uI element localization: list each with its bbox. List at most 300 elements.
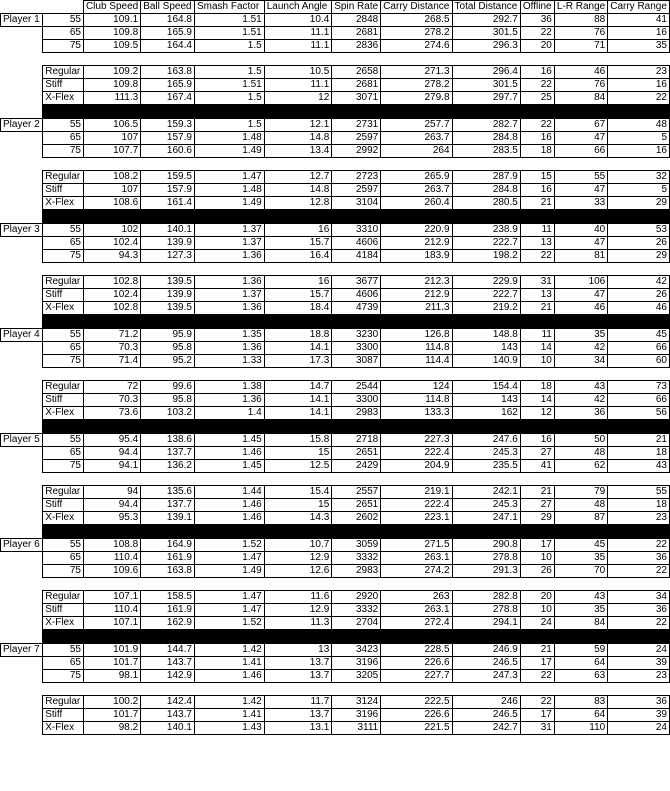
data-cell[interactable]: 10 [520,355,554,368]
data-cell[interactable]: 198.2 [452,250,520,263]
data-cell[interactable]: 126.8 [381,329,452,342]
data-cell[interactable]: 265.9 [381,171,452,184]
column-header[interactable]: Ball Speed [141,1,195,14]
data-cell[interactable]: 263.7 [381,132,452,145]
data-cell[interactable]: 1.42 [194,644,264,657]
data-cell[interactable]: 4606 [332,289,381,302]
player-label[interactable]: Player 6 [1,539,43,552]
data-cell[interactable]: 263 [381,591,452,604]
data-cell[interactable]: 102 [83,224,140,237]
data-cell[interactable]: 10.5 [264,66,332,79]
data-cell[interactable]: 22 [608,565,670,578]
data-cell[interactable]: 143.7 [141,709,195,722]
data-cell[interactable]: 2836 [332,40,381,53]
column-header[interactable]: Smash Factor [194,1,264,14]
data-cell[interactable]: 42 [554,342,607,355]
data-cell[interactable]: 110.4 [83,604,140,617]
data-cell[interactable]: 157.9 [141,184,195,197]
data-cell[interactable]: 23 [608,512,670,525]
data-cell[interactable]: 212.9 [381,237,452,250]
data-cell[interactable]: 1.5 [194,66,264,79]
data-cell[interactable]: 1.51 [194,27,264,40]
data-cell[interactable]: 1.52 [194,617,264,630]
data-cell[interactable]: 35 [554,604,607,617]
column-header[interactable]: L-R Range [554,1,607,14]
data-cell[interactable]: 278.2 [381,27,452,40]
data-cell[interactable]: 99.6 [141,381,195,394]
data-cell[interactable]: 29 [608,250,670,263]
data-cell[interactable]: 278.2 [381,79,452,92]
weight-cell[interactable]: 75 [43,460,84,473]
data-cell[interactable]: 2651 [332,499,381,512]
data-cell[interactable]: 24 [608,644,670,657]
data-cell[interactable]: 106.5 [83,119,140,132]
data-cell[interactable]: 2848 [332,14,381,27]
data-cell[interactable]: 48 [608,119,670,132]
data-cell[interactable]: 108.8 [83,539,140,552]
data-cell[interactable]: 246.5 [452,657,520,670]
data-cell[interactable]: 3332 [332,604,381,617]
data-cell[interactable]: 95.8 [141,342,195,355]
data-cell[interactable]: 107.1 [83,617,140,630]
data-cell[interactable]: 45 [554,539,607,552]
flex-label[interactable]: Stiff [43,184,84,197]
data-cell[interactable]: 14.1 [264,342,332,355]
data-cell[interactable]: 13.7 [264,657,332,670]
data-cell[interactable]: 46 [608,302,670,315]
data-cell[interactable]: 14.1 [264,394,332,407]
data-cell[interactable]: 45 [608,329,670,342]
data-cell[interactable]: 3111 [332,722,381,735]
weight-cell[interactable]: 55 [43,644,84,657]
data-cell[interactable]: 27 [520,499,554,512]
data-cell[interactable]: 15.8 [264,434,332,447]
data-cell[interactable]: 245.3 [452,447,520,460]
data-cell[interactable]: 114.8 [381,342,452,355]
data-cell[interactable]: 21 [520,197,554,210]
data-cell[interactable]: 18.4 [264,302,332,315]
data-cell[interactable]: 76 [554,79,607,92]
data-cell[interactable]: 2992 [332,145,381,158]
data-cell[interactable]: 83 [554,696,607,709]
weight-cell[interactable]: 55 [43,14,84,27]
player-label[interactable]: Player 1 [1,14,43,27]
data-cell[interactable]: 3230 [332,329,381,342]
data-cell[interactable]: 13.4 [264,145,332,158]
data-cell[interactable]: 1.37 [194,237,264,250]
data-cell[interactable]: 1.47 [194,591,264,604]
data-cell[interactable]: 2557 [332,486,381,499]
data-cell[interactable]: 246 [452,696,520,709]
data-cell[interactable]: 11.1 [264,79,332,92]
data-cell[interactable]: 41 [608,14,670,27]
data-cell[interactable]: 22 [520,27,554,40]
data-cell[interactable]: 163.8 [141,66,195,79]
data-cell[interactable]: 2920 [332,591,381,604]
data-cell[interactable]: 36 [608,696,670,709]
data-cell[interactable]: 66 [608,342,670,355]
data-cell[interactable]: 3677 [332,276,381,289]
data-cell[interactable]: 3423 [332,644,381,657]
data-cell[interactable]: 287.9 [452,171,520,184]
data-cell[interactable]: 21 [520,302,554,315]
data-cell[interactable]: 46 [554,302,607,315]
data-cell[interactable]: 12.1 [264,119,332,132]
weight-cell[interactable]: 65 [43,657,84,670]
data-cell[interactable]: 163.8 [141,565,195,578]
data-cell[interactable]: 12.6 [264,565,332,578]
data-cell[interactable]: 1.36 [194,302,264,315]
data-cell[interactable]: 94.4 [83,447,140,460]
data-cell[interactable]: 101.7 [83,657,140,670]
data-cell[interactable]: 14.3 [264,512,332,525]
data-cell[interactable]: 20 [520,591,554,604]
data-cell[interactable]: 1.52 [194,539,264,552]
data-cell[interactable]: 16 [520,66,554,79]
weight-cell[interactable]: 65 [43,237,84,250]
data-cell[interactable]: 159.5 [141,171,195,184]
column-header[interactable]: Offline [520,1,554,14]
data-cell[interactable]: 142.4 [141,696,195,709]
data-cell[interactable]: 14.8 [264,184,332,197]
data-cell[interactable]: 108.2 [83,171,140,184]
flex-label[interactable]: X-Flex [43,512,84,525]
data-cell[interactable]: 15 [264,499,332,512]
data-cell[interactable]: 1.37 [194,289,264,302]
data-cell[interactable]: 2681 [332,27,381,40]
data-cell[interactable]: 55 [554,171,607,184]
data-cell[interactable]: 56 [608,407,670,420]
data-cell[interactable]: 94 [83,486,140,499]
data-cell[interactable]: 17 [520,657,554,670]
data-cell[interactable]: 1.42 [194,696,264,709]
data-cell[interactable]: 24 [608,722,670,735]
data-cell[interactable]: 53 [608,224,670,237]
flex-label[interactable]: X-Flex [43,617,84,630]
data-cell[interactable]: 16 [520,184,554,197]
data-cell[interactable]: 283.5 [452,145,520,158]
data-cell[interactable]: 39 [608,709,670,722]
data-cell[interactable]: 222.4 [381,499,452,512]
data-cell[interactable]: 46 [554,66,607,79]
data-cell[interactable]: 133.3 [381,407,452,420]
data-cell[interactable]: 264 [381,145,452,158]
data-cell[interactable]: 16 [264,276,332,289]
data-cell[interactable]: 1.44 [194,486,264,499]
data-cell[interactable]: 211.3 [381,302,452,315]
data-cell[interactable]: 2602 [332,512,381,525]
data-cell[interactable]: 76 [554,27,607,40]
column-header[interactable]: Total Distance [452,1,520,14]
data-cell[interactable]: 3124 [332,696,381,709]
data-cell[interactable]: 226.6 [381,709,452,722]
data-cell[interactable]: 1.41 [194,657,264,670]
data-cell[interactable]: 3196 [332,709,381,722]
data-cell[interactable]: 4606 [332,237,381,250]
data-cell[interactable]: 16 [520,132,554,145]
data-cell[interactable]: 1.46 [194,512,264,525]
data-cell[interactable]: 3059 [332,539,381,552]
data-cell[interactable]: 100.2 [83,696,140,709]
data-cell[interactable]: 102.8 [83,276,140,289]
data-cell[interactable]: 13.1 [264,722,332,735]
data-cell[interactable]: 1.49 [194,565,264,578]
data-cell[interactable]: 14.1 [264,407,332,420]
data-cell[interactable]: 73 [608,381,670,394]
weight-cell[interactable]: 75 [43,250,84,263]
data-cell[interactable]: 72 [83,381,140,394]
data-cell[interactable]: 71.4 [83,355,140,368]
data-cell[interactable]: 3310 [332,224,381,237]
data-cell[interactable]: 33 [554,197,607,210]
data-cell[interactable]: 98.1 [83,670,140,683]
data-cell[interactable]: 1.48 [194,184,264,197]
data-cell[interactable]: 2731 [332,119,381,132]
data-cell[interactable]: 1.5 [194,92,264,105]
data-cell[interactable]: 257.7 [381,119,452,132]
data-cell[interactable]: 36 [608,552,670,565]
data-cell[interactable]: 11.6 [264,591,332,604]
data-cell[interactable]: 29 [520,512,554,525]
flex-label[interactable]: Regular [43,486,84,499]
data-cell[interactable]: 106 [554,276,607,289]
data-cell[interactable]: 36 [520,14,554,27]
data-cell[interactable]: 95.8 [141,394,195,407]
data-cell[interactable]: 219.2 [452,302,520,315]
data-cell[interactable]: 36 [554,407,607,420]
data-cell[interactable]: 3071 [332,92,381,105]
data-cell[interactable]: 282.7 [452,119,520,132]
data-cell[interactable]: 63 [554,670,607,683]
data-cell[interactable]: 247.6 [452,434,520,447]
data-cell[interactable]: 32 [608,171,670,184]
data-cell[interactable]: 48 [554,499,607,512]
data-cell[interactable]: 109.5 [83,40,140,53]
data-cell[interactable]: 2718 [332,434,381,447]
data-cell[interactable]: 2983 [332,565,381,578]
weight-cell[interactable]: 55 [43,539,84,552]
flex-label[interactable]: Regular [43,591,84,604]
data-cell[interactable]: 139.5 [141,302,195,315]
data-cell[interactable]: 35 [554,552,607,565]
data-cell[interactable]: 263.1 [381,604,452,617]
data-cell[interactable]: 107 [83,184,140,197]
data-cell[interactable]: 238.9 [452,224,520,237]
data-cell[interactable]: 12.9 [264,552,332,565]
data-cell[interactable]: 18 [520,145,554,158]
data-cell[interactable]: 43 [554,381,607,394]
data-cell[interactable]: 165.9 [141,27,195,40]
flex-label[interactable]: Stiff [43,394,84,407]
data-cell[interactable]: 18 [608,499,670,512]
data-cell[interactable]: 2597 [332,184,381,197]
data-cell[interactable]: 42 [554,394,607,407]
data-cell[interactable]: 88 [554,14,607,27]
data-cell[interactable]: 158.5 [141,591,195,604]
data-cell[interactable]: 139.5 [141,276,195,289]
data-cell[interactable]: 154.4 [452,381,520,394]
data-cell[interactable]: 31 [520,276,554,289]
column-header[interactable]: Carry Distance [381,1,452,14]
data-cell[interactable]: 16 [264,224,332,237]
column-header[interactable]: Launch Angle [264,1,332,14]
weight-cell[interactable]: 65 [43,447,84,460]
data-cell[interactable]: 1.36 [194,342,264,355]
data-cell[interactable]: 64 [554,709,607,722]
weight-cell[interactable]: 75 [43,145,84,158]
data-cell[interactable]: 94.3 [83,250,140,263]
data-cell[interactable]: 84 [554,617,607,630]
data-cell[interactable]: 36 [608,604,670,617]
data-cell[interactable]: 161.9 [141,604,195,617]
data-cell[interactable]: 271.3 [381,66,452,79]
data-cell[interactable]: 274.6 [381,40,452,53]
data-cell[interactable]: 35 [608,40,670,53]
data-cell[interactable]: 2429 [332,460,381,473]
column-header[interactable]: Spin Rate [332,1,381,14]
data-cell[interactable]: 15 [264,447,332,460]
data-cell[interactable]: 222.7 [452,289,520,302]
data-cell[interactable]: 18 [608,447,670,460]
data-cell[interactable]: 143.7 [141,657,195,670]
data-cell[interactable]: 212.3 [381,276,452,289]
data-cell[interactable]: 60 [608,355,670,368]
data-cell[interactable]: 1.33 [194,355,264,368]
data-cell[interactable]: 268.5 [381,14,452,27]
data-cell[interactable]: 290.8 [452,539,520,552]
data-cell[interactable]: 138.6 [141,434,195,447]
data-cell[interactable]: 246.9 [452,644,520,657]
data-cell[interactable]: 29 [608,197,670,210]
data-cell[interactable]: 81 [554,250,607,263]
data-cell[interactable]: 18 [520,381,554,394]
data-cell[interactable]: 21 [520,644,554,657]
data-cell[interactable]: 11.3 [264,617,332,630]
flex-label[interactable]: Regular [43,381,84,394]
data-cell[interactable]: 5 [608,132,670,145]
flex-label[interactable]: X-Flex [43,722,84,735]
data-cell[interactable]: 114.8 [381,394,452,407]
data-cell[interactable]: 1.38 [194,381,264,394]
data-cell[interactable]: 47 [554,132,607,145]
data-cell[interactable]: 22 [520,250,554,263]
data-cell[interactable]: 12 [520,407,554,420]
data-cell[interactable]: 164.9 [141,539,195,552]
data-cell[interactable]: 271.5 [381,539,452,552]
flex-label[interactable]: Stiff [43,289,84,302]
flex-label[interactable]: Stiff [43,499,84,512]
data-cell[interactable]: 144.7 [141,644,195,657]
data-cell[interactable]: 109.6 [83,565,140,578]
data-cell[interactable]: 21 [608,434,670,447]
player-label[interactable]: Player 4 [1,329,43,342]
data-cell[interactable]: 1.4 [194,407,264,420]
flex-label[interactable]: Regular [43,171,84,184]
data-cell[interactable]: 226.6 [381,657,452,670]
data-cell[interactable]: 62 [554,460,607,473]
data-cell[interactable]: 2658 [332,66,381,79]
data-cell[interactable]: 204.9 [381,460,452,473]
data-cell[interactable]: 227.7 [381,670,452,683]
data-cell[interactable]: 14 [520,342,554,355]
player-label[interactable]: Player 3 [1,224,43,237]
data-cell[interactable]: 221.5 [381,722,452,735]
data-cell[interactable]: 1.46 [194,670,264,683]
data-cell[interactable]: 263.7 [381,184,452,197]
data-cell[interactable]: 139.1 [141,512,195,525]
data-cell[interactable]: 1.36 [194,394,264,407]
data-cell[interactable]: 64 [554,657,607,670]
data-cell[interactable]: 2723 [332,171,381,184]
data-cell[interactable]: 3300 [332,342,381,355]
data-cell[interactable]: 2704 [332,617,381,630]
data-cell[interactable]: 43 [554,591,607,604]
data-cell[interactable]: 148.8 [452,329,520,342]
flex-label[interactable]: X-Flex [43,197,84,210]
data-cell[interactable]: 11 [520,224,554,237]
flex-label[interactable]: X-Flex [43,302,84,315]
data-cell[interactable]: 282.8 [452,591,520,604]
data-cell[interactable]: 143 [452,342,520,355]
weight-cell[interactable]: 65 [43,342,84,355]
data-cell[interactable]: 101.9 [83,644,140,657]
data-cell[interactable]: 23 [608,66,670,79]
data-cell[interactable]: 139.9 [141,237,195,250]
column-header[interactable]: Carry Range [608,1,670,14]
data-cell[interactable]: 242.1 [452,486,520,499]
data-cell[interactable]: 136.2 [141,460,195,473]
data-cell[interactable]: 107.7 [83,145,140,158]
data-cell[interactable]: 16.4 [264,250,332,263]
data-cell[interactable]: 84 [554,92,607,105]
flex-label[interactable]: X-Flex [43,407,84,420]
data-cell[interactable]: 34 [554,355,607,368]
data-cell[interactable]: 66 [554,145,607,158]
data-cell[interactable]: 3205 [332,670,381,683]
data-cell[interactable]: 13 [520,237,554,250]
data-cell[interactable]: 3300 [332,394,381,407]
data-cell[interactable]: 13 [520,289,554,302]
data-cell[interactable]: 31 [520,722,554,735]
data-cell[interactable]: 4184 [332,250,381,263]
data-cell[interactable]: 110 [554,722,607,735]
data-cell[interactable]: 102.8 [83,302,140,315]
data-cell[interactable]: 1.48 [194,132,264,145]
player-label[interactable]: Player 2 [1,119,43,132]
data-cell[interactable]: 15 [520,171,554,184]
data-cell[interactable]: 1.51 [194,14,264,27]
data-cell[interactable]: 1.41 [194,709,264,722]
data-cell[interactable]: 11.1 [264,40,332,53]
data-cell[interactable]: 137.7 [141,447,195,460]
data-cell[interactable]: 164.4 [141,40,195,53]
data-cell[interactable]: 1.49 [194,197,264,210]
data-cell[interactable]: 3332 [332,552,381,565]
data-cell[interactable]: 107 [83,132,140,145]
data-cell[interactable]: 12.9 [264,604,332,617]
data-cell[interactable]: 260.4 [381,197,452,210]
data-cell[interactable]: 280.5 [452,197,520,210]
data-cell[interactable]: 47 [554,237,607,250]
data-cell[interactable]: 14.8 [264,132,332,145]
data-cell[interactable]: 26 [608,289,670,302]
data-cell[interactable]: 223.1 [381,512,452,525]
data-cell[interactable]: 13.7 [264,709,332,722]
data-cell[interactable]: 22 [520,79,554,92]
data-cell[interactable]: 1.47 [194,604,264,617]
data-cell[interactable]: 140.1 [141,722,195,735]
data-cell[interactable]: 67 [554,119,607,132]
